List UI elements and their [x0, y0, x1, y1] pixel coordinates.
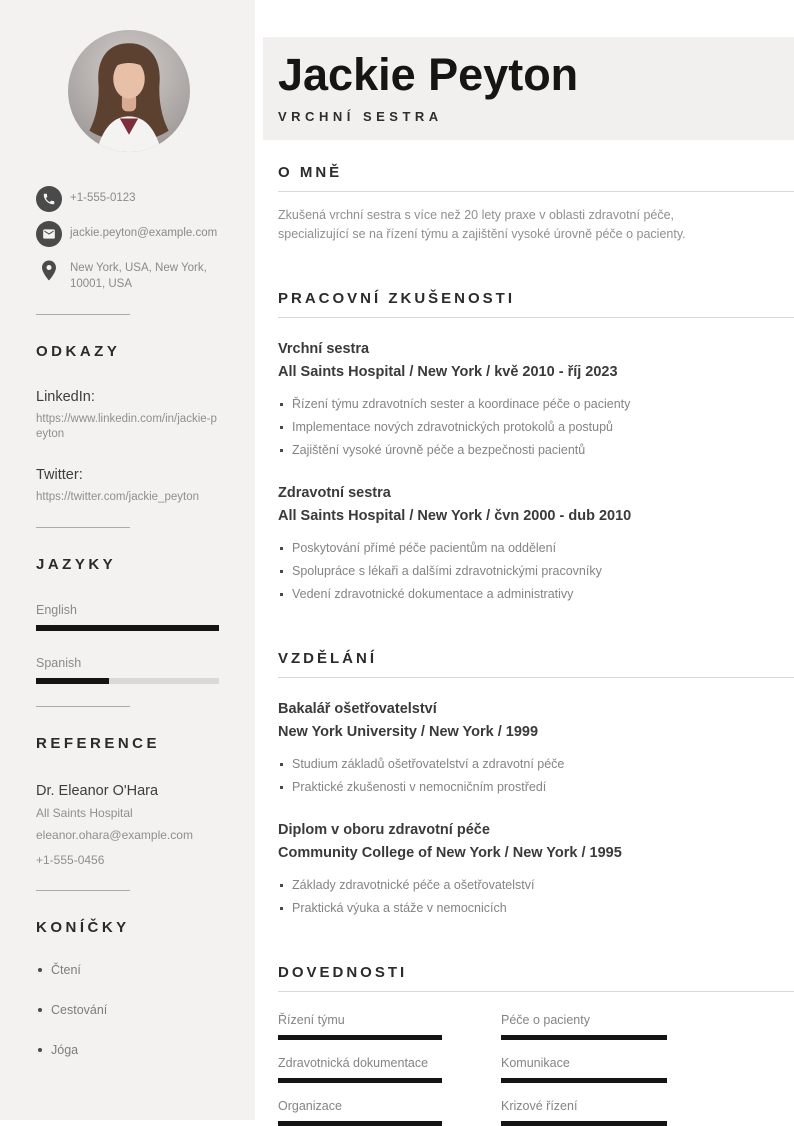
- hobby-item: Jóga: [36, 1043, 222, 1057]
- email-value: jackie.peyton@example.com: [70, 227, 218, 239]
- skill-name: Organizace: [278, 1099, 342, 1113]
- linkedin-url[interactable]: https://www.linkedin.com/in/jackie-peyton: [36, 413, 217, 440]
- sidebar-divider: [36, 314, 130, 315]
- skills-heading: DOVEDNOSTI: [278, 964, 794, 992]
- education-title: Bakalář ošetřovatelství: [278, 701, 437, 717]
- job-bullet: Poskytování přímé péče pacientům na oddělení: [278, 537, 794, 560]
- education-bullets: [278, 874, 794, 920]
- education-bullet: Praktické zkušenosti v nemocničním prostředí: [278, 776, 794, 799]
- job-meta: All Saints Hospital / New York / čvn 2000 - dub 2010: [278, 508, 632, 524]
- education-bullet: Praktická výuka a stáže v nemocnicích: [278, 897, 794, 920]
- skill-level-bar: [278, 1035, 442, 1040]
- hobbies-list: [36, 963, 222, 1057]
- phone-value: +1-555-0123: [70, 192, 136, 204]
- experience-section: [278, 290, 794, 606]
- languages-heading: JAZYKY: [36, 556, 117, 573]
- twitter-label: Twitter:: [36, 467, 83, 483]
- skill-level-bar: [501, 1121, 667, 1126]
- job-entry: [278, 339, 794, 462]
- skill-level-bar: [501, 1078, 667, 1083]
- skill-name: Komunikace: [501, 1056, 570, 1070]
- job-meta: All Saints Hospital / New York / kvě 2010 - říj 2023: [278, 364, 618, 380]
- profile-photo: [68, 30, 190, 152]
- language-name: Spanish: [36, 656, 82, 670]
- skill-item: [501, 1056, 667, 1083]
- skill-item: [278, 1056, 442, 1083]
- education-meta: Community College of New York / New York / 1995: [278, 845, 622, 861]
- language-name: English: [36, 603, 77, 617]
- job-bullets: [278, 537, 794, 606]
- contact-phone-row: [36, 186, 222, 212]
- address-value: New York, USA, New York, 10001, USA: [70, 262, 207, 290]
- skill-level-bar: [501, 1035, 667, 1040]
- skill-name: Řízení týmu: [278, 1013, 345, 1027]
- twitter-url[interactable]: https://twitter.com/jackie_peyton: [36, 491, 199, 503]
- skills-grid: [278, 1013, 794, 1126]
- language-item: [36, 603, 222, 631]
- about-text: Zkušená vrchní sestra s více než 20 lety praxe v oblasti zdravotní péče, specializující se na řízení týmu a zajištění vysoké úrovně péče o pacienty.: [278, 208, 686, 241]
- reference-phone: +1-555-0456: [36, 853, 105, 867]
- language-level-track: [36, 678, 219, 684]
- education-section: [278, 650, 794, 920]
- education-heading: VZDĚLÁNÍ: [278, 650, 794, 678]
- skill-level-bar: [278, 1078, 442, 1083]
- contact-section: [36, 186, 222, 292]
- skill-item: [501, 1013, 667, 1040]
- job-title: Zdravotní sestra: [278, 485, 391, 501]
- linkedin-label: LinkedIn:: [36, 389, 95, 405]
- email-icon: [36, 221, 62, 247]
- language-item: [36, 656, 222, 684]
- education-bullets: [278, 753, 794, 799]
- about-heading: O MNĚ: [278, 164, 794, 192]
- hobby-item: Cestování: [36, 1003, 222, 1017]
- language-level-bar: [36, 678, 109, 684]
- sidebar-divider: [36, 527, 130, 528]
- skill-level-bar: [278, 1121, 442, 1126]
- phone-icon: [36, 186, 62, 212]
- portrait-illustration: [68, 30, 190, 152]
- links-heading: ODKAZY: [36, 343, 121, 360]
- hobbies-heading: KONÍČKY: [36, 919, 130, 936]
- reference-name: Dr. Eleanor O'Hara: [36, 783, 159, 799]
- contact-email-row: [36, 221, 222, 247]
- job-bullets: [278, 393, 794, 462]
- education-entry: [278, 699, 794, 799]
- education-title: Diplom v oboru zdravotní péče: [278, 822, 490, 838]
- skills-section: [278, 964, 794, 1126]
- person-name: Jackie Peyton: [278, 49, 579, 100]
- education-entry: [278, 820, 794, 920]
- skill-name: Péče o pacienty: [501, 1013, 590, 1027]
- job-bullet: Vedení zdravotnické dokumentace a administrativy: [278, 583, 794, 606]
- main-content: [278, 140, 794, 1126]
- skill-item: [278, 1013, 442, 1040]
- job-bullet: Implementace nových zdravotnických protokolů a postupů: [278, 416, 794, 439]
- reference-organization: All Saints Hospital: [36, 806, 133, 820]
- hobby-item: Čtení: [36, 963, 222, 977]
- sidebar-divider: [36, 706, 130, 707]
- experience-heading: PRACOVNÍ ZKUŠENOSTI: [278, 290, 794, 318]
- education-bullet: Základy zdravotnické péče a ošetřovatelství: [278, 874, 794, 897]
- sidebar: [0, 0, 255, 1120]
- skill-item: [278, 1099, 442, 1126]
- skill-item: [501, 1099, 667, 1126]
- header-band: [263, 37, 794, 140]
- about-section: [278, 164, 794, 244]
- reference-heading: REFERENCE: [36, 735, 161, 752]
- skill-name: Zdravotnická dokumentace: [278, 1056, 429, 1070]
- language-level-track: [36, 625, 219, 631]
- reference-email: eleanor.ohara@example.com: [36, 828, 193, 842]
- sidebar-divider: [36, 890, 130, 891]
- job-bullet: Spolupráce s lékaři a dalšími zdravotnickými pracovníky: [278, 560, 794, 583]
- job-entry: [278, 483, 794, 606]
- location-icon: [36, 256, 62, 285]
- job-bullet: Zajištění vysoké úrovně péče a bezpečnosti pacientů: [278, 439, 794, 462]
- person-job-title: VRCHNÍ SESTRA: [278, 109, 443, 124]
- education-bullet: Studium základů ošetřovatelství a zdravotní péče: [278, 753, 794, 776]
- job-bullet: Řízení týmu zdravotních sester a koordinace péče o pacienty: [278, 393, 794, 416]
- education-meta: New York University / New York / 1999: [278, 724, 539, 740]
- job-title: Vrchní sestra: [278, 341, 370, 357]
- contact-address-row: [36, 256, 222, 292]
- skill-name: Krizové řízení: [501, 1099, 578, 1113]
- language-level-bar: [36, 625, 219, 631]
